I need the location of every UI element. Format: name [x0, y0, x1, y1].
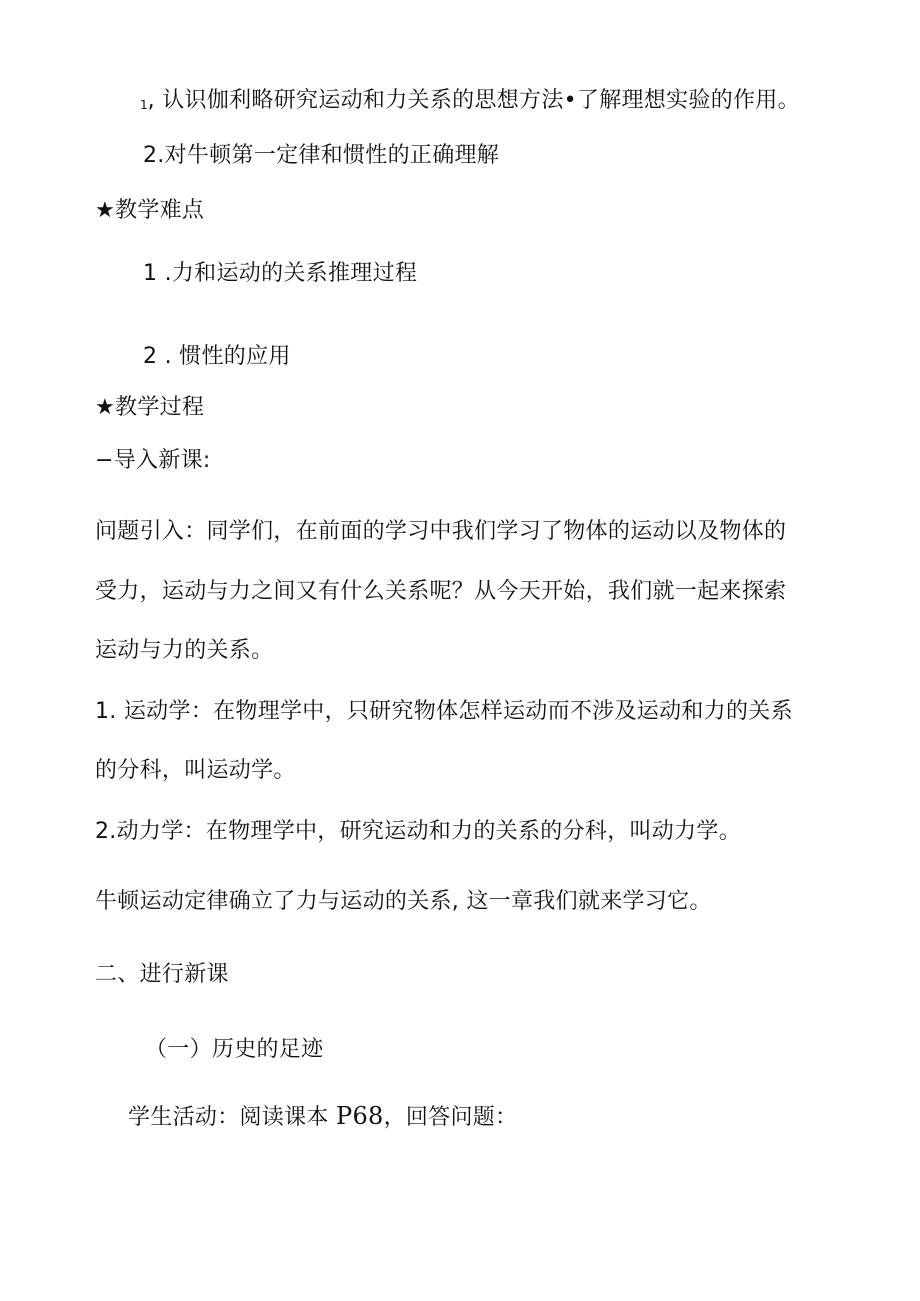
intro-paragraph-line-2: 受力，运动与力之间又有什么关系呢？从今天开始，我们就一起来探索 [95, 579, 787, 604]
definition-kinematics-line-2: 的分科，叫运动学。 [95, 758, 296, 783]
student-activity-suffix: ，回答问题： [383, 1105, 518, 1130]
objective-2: 2.对牛顿第一定律和惯性的正确理解 [143, 143, 500, 168]
teaching-difficulty-heading: ★教学难点 [95, 198, 205, 223]
definition-dynamics: 2.动力学：在物理学中，研究运动和力的关系的分科，叫动力学。 [95, 819, 741, 844]
textbook-page-ref: P68 [336, 1102, 384, 1130]
objective-1-text: , 认识伽利略研究运动和力关系的思想方法•了解理想实验的作用。 [147, 88, 800, 113]
objective-1 [140, 86, 800, 120]
definition-kinematics-line-1: 1. 运动学：在物理学中，只研究物体怎样运动而不涉及运动和力的关系 [95, 699, 793, 724]
new-lesson-heading: 二、进行新课 [95, 962, 229, 987]
difficulty-1: 1 .力和运动的关系推理过程 [143, 261, 418, 286]
teaching-process-heading: ★教学过程 [95, 395, 205, 420]
objective-1-number: 1 [140, 98, 148, 112]
intro-paragraph-line-3: 运动与力的关系。 [95, 638, 274, 663]
student-activity-line [128, 1101, 517, 1133]
intro-paragraph-line-1: 问题引入：同学们，在前面的学习中我们学习了物体的运动以及物体的 [95, 519, 787, 544]
newton-laws-sentence: 牛顿运动定律确立了力与运动的关系, 这一章我们就来学习它。 [95, 889, 712, 914]
student-activity-prefix: 学生活动：阅读课本 [128, 1105, 336, 1130]
intro-heading: −导入新课: [95, 448, 211, 473]
section-history-heading: （一）历史的足迹 [145, 1037, 324, 1062]
difficulty-2: 2 . 惯性的应用 [143, 344, 291, 369]
